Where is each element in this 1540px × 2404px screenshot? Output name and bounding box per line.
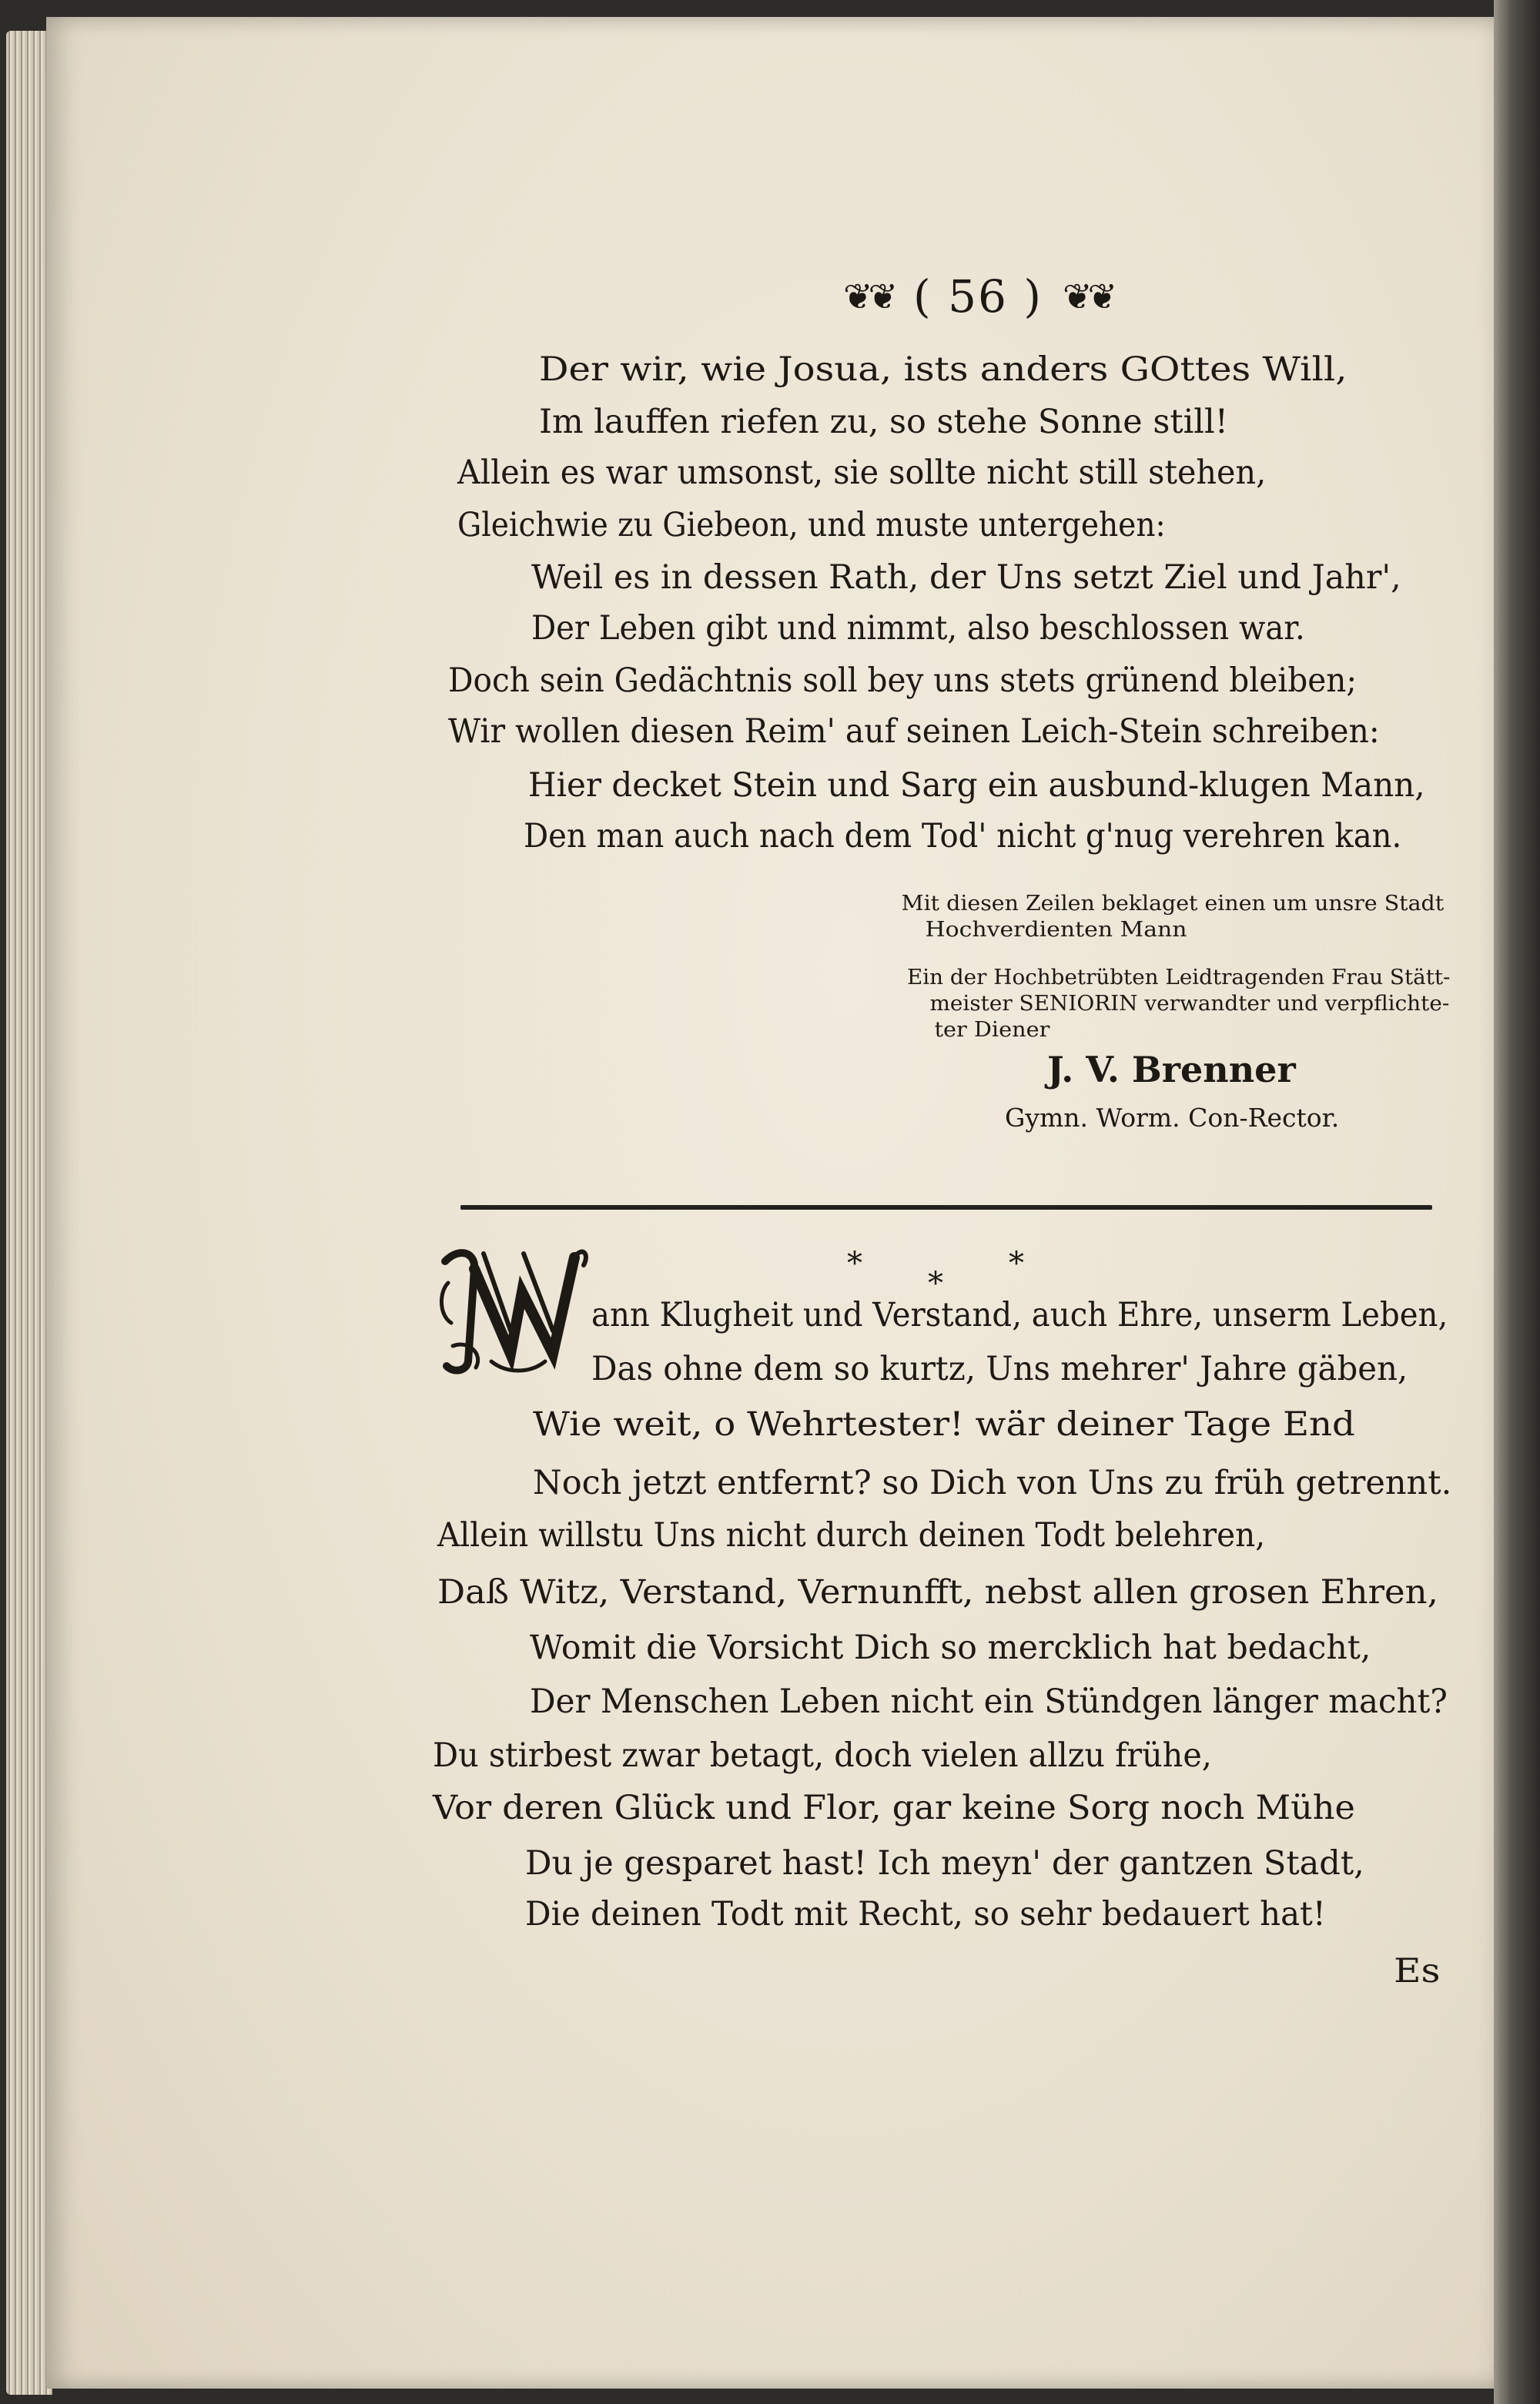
page-number: ( 56 ) <box>913 270 1043 323</box>
drop-cap-letter: W <box>437 1238 439 1239</box>
poem-line: Die deinen Todt mit Recht, so sehr bedauert hat! <box>525 1895 1326 1934</box>
poem-line: Der wir, wie Josua, ists anders GOttes Will, <box>539 350 1348 389</box>
author-title: Gymn. Worm. Con-Rector. <box>1005 1103 1340 1133</box>
poem-line: Allein willstu Uns nicht durch deinen Todt belehren, <box>437 1516 1266 1555</box>
binding-shadow <box>1494 0 1540 2404</box>
poem-line: Du je gesparet hast! Ich meyn' der gantzen Stadt, <box>525 1844 1364 1883</box>
poem-line: Wie weit, o Wehrtester! wär deiner Tage End <box>533 1405 1355 1444</box>
page-header <box>778 270 1178 323</box>
poem-line: Hier decket Stein und Sarg ein ausbund-klugen Mann, <box>528 766 1425 805</box>
signature-line: Ein der Hochbetrübten Leidtragenden Frau Stätt- <box>906 966 1451 989</box>
catchword: Es <box>1394 1952 1441 1990</box>
poem-line: Den man auch nach dem Tod' nicht g'nug verehren kan. <box>524 817 1402 855</box>
signature-line: meister SENIORIN verwandter und verpflichte- <box>929 992 1450 1016</box>
poem-line: Der Menschen Leben nicht ein Stündgen länger macht? <box>530 1682 1448 1721</box>
asterisk: * <box>928 1266 943 1301</box>
poem-line: Vor deren Glück und Flor, gar keine Sorg noch Mühe <box>433 1789 1355 1827</box>
poem-line: Noch jetzt entfernt? so Dich von Uns zu früh getrennt. <box>533 1464 1452 1502</box>
author-name: J. V. Brenner <box>1047 1049 1296 1090</box>
drop-cap-w-icon <box>437 1238 591 1377</box>
poem-line: Doch sein Gedächtnis soll bey uns stets grünend bleiben; <box>448 661 1358 700</box>
poem-line: Der Leben gibt und nimmt, also beschlossen war. <box>531 609 1305 648</box>
poem-line: Wir wollen diesen Reim' auf seinen Leich-Stein schreiben: <box>448 712 1380 751</box>
poem-line: Im lauffen riefen zu, so stehe Sonne still! <box>539 403 1228 441</box>
poem-line: Gleichwie zu Giebeon, und muste untergehen: <box>457 506 1166 544</box>
ornament-right-icon: ❦❦ <box>1062 276 1113 317</box>
signature-line: Hochverdienten Mann <box>925 918 1187 942</box>
signature-line: ter Diener <box>934 1018 1050 1042</box>
signature-line: Mit diesen Zeilen beklaget einen um unsre Stadt <box>901 892 1445 916</box>
asterisk: * <box>847 1246 862 1281</box>
poem-line: Daß Witz, Verstand, Vernunfft, nebst allen grosen Ehren, <box>437 1573 1438 1612</box>
poem-line: Das ohne dem so kurtz, Uns mehrer' Jahre gäben, <box>591 1350 1408 1388</box>
ornament-left-icon: ❦❦ <box>842 276 894 317</box>
asterism <box>839 1246 1040 1301</box>
section-divider <box>460 1205 1432 1210</box>
poem-line: ann Klugheit und Verstand, auch Ehre, unserm Leben, <box>591 1296 1448 1334</box>
poem-line: Du stirbest zwar betagt, doch vielen allzu frühe, <box>433 1736 1212 1775</box>
poem-line: Womit die Vorsicht Dich so mercklich hat bedacht, <box>530 1629 1371 1667</box>
poem-line: Weil es in dessen Rath, der Uns setzt Ziel und Jahr', <box>531 558 1401 597</box>
page-stack-edge <box>6 31 52 2395</box>
poem-line: Allein es war umsonst, sie sollte nicht still stehen, <box>457 454 1267 492</box>
asterisk: * <box>1009 1246 1024 1281</box>
